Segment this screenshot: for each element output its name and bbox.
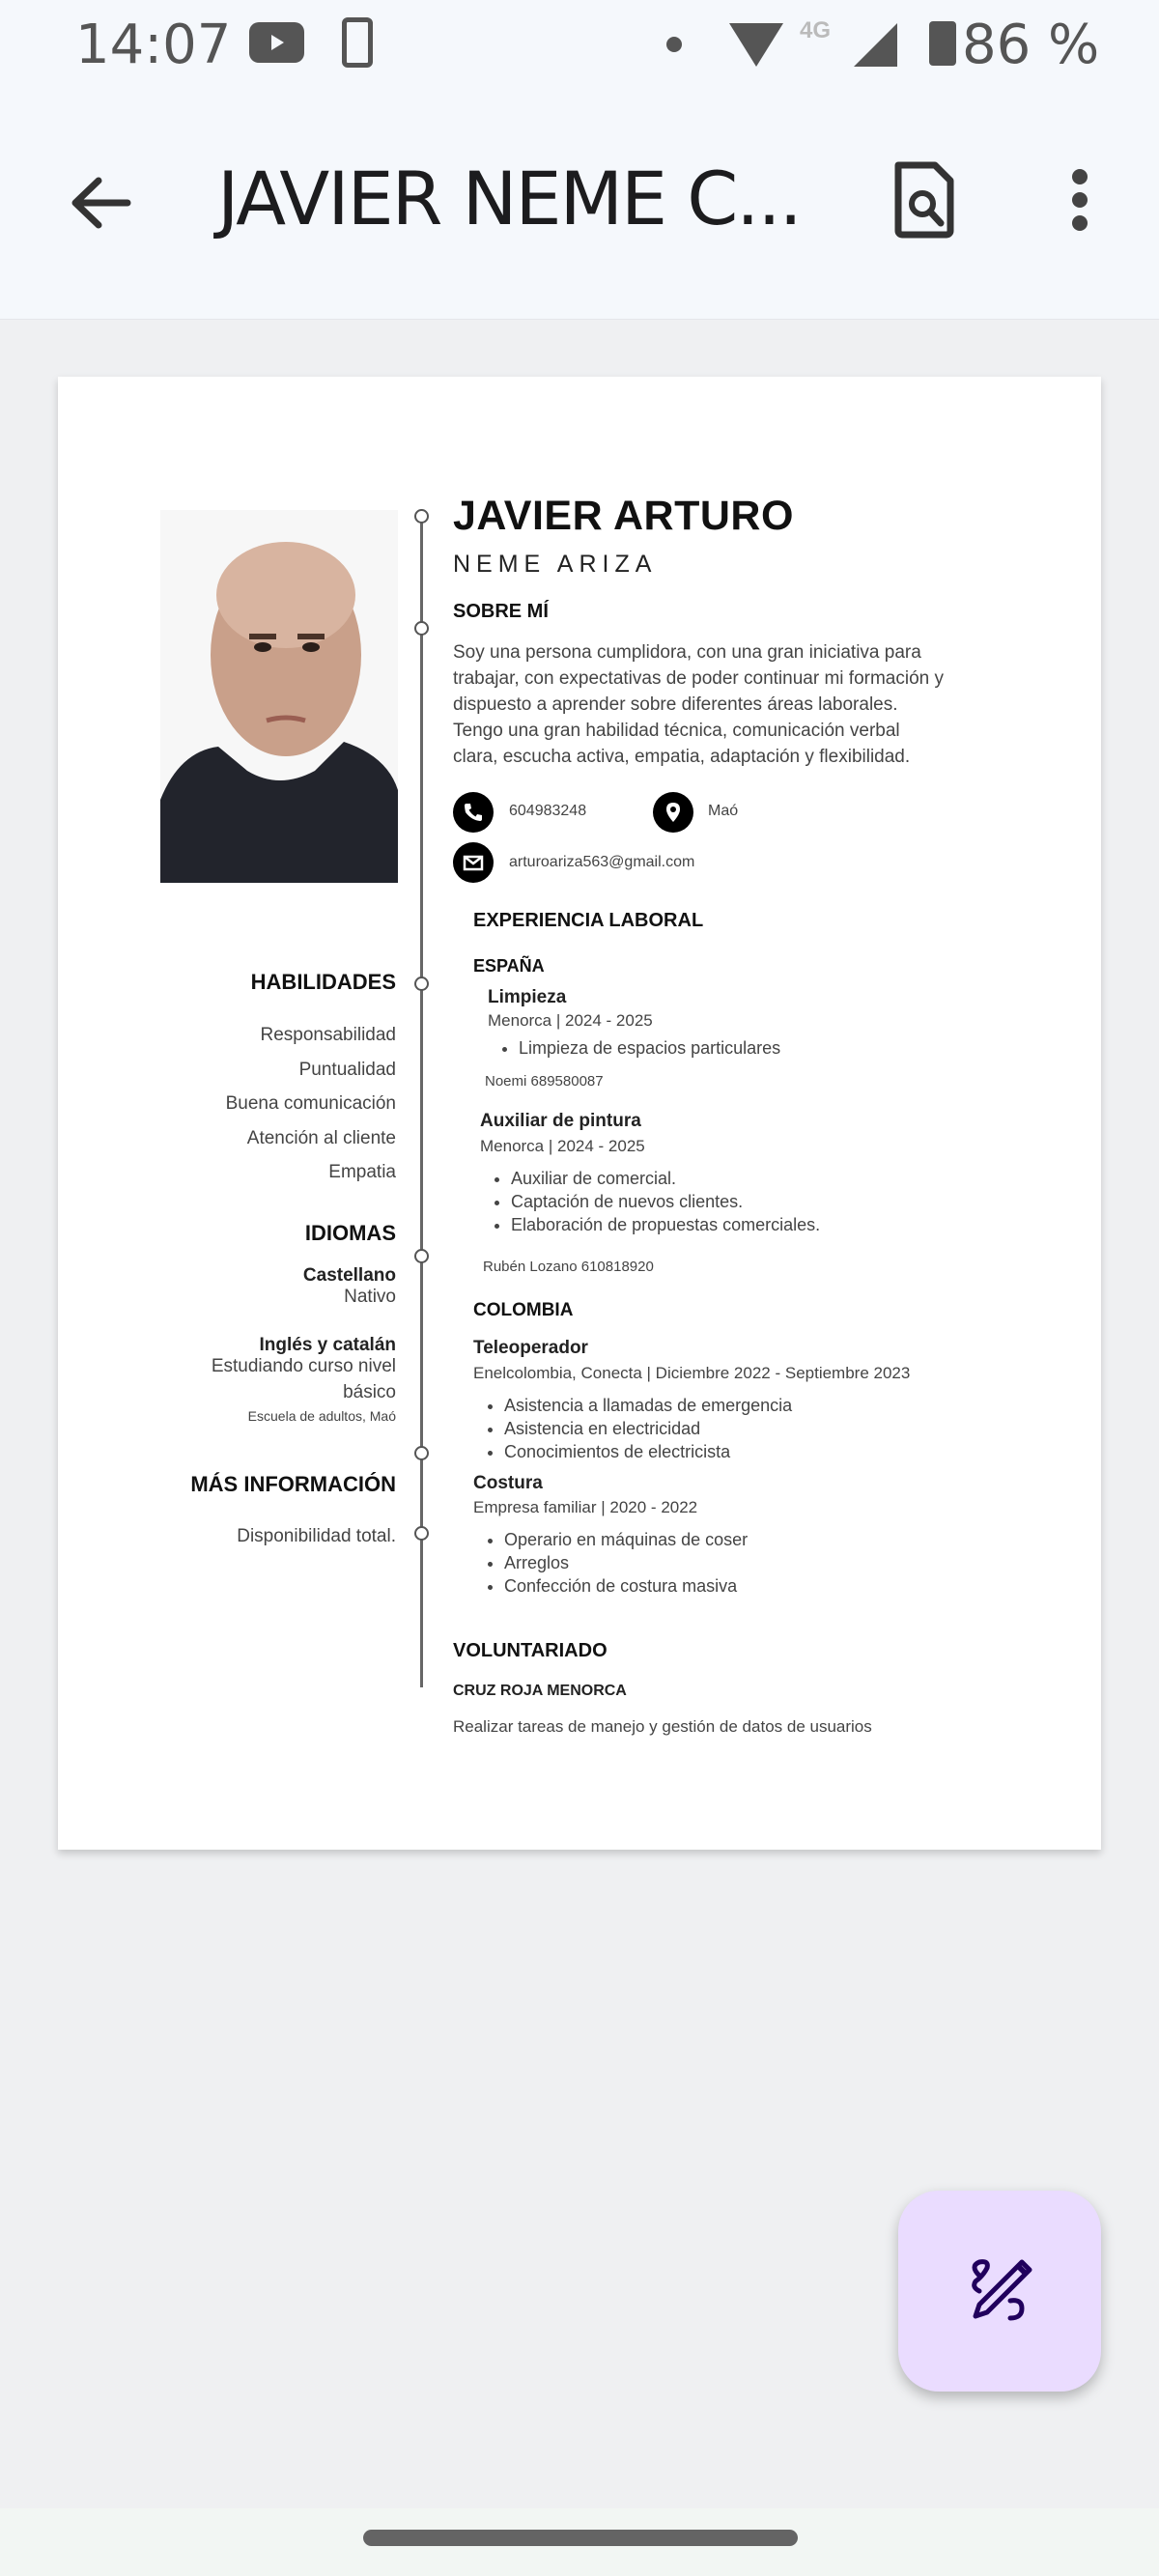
job-bullet: • Limpieza de espacios particulares xyxy=(519,1036,780,1060)
wifi-icon xyxy=(729,23,783,67)
languages-heading: IDIOMAS xyxy=(304,1221,396,1245)
job-meta: Menorca | 2024 - 2025 xyxy=(488,1011,653,1030)
job-bullets xyxy=(497,1036,780,1060)
contact-email: arturoariza563@gmail.com xyxy=(509,854,695,870)
about-line: Soy una persona cumplidora, con una gran iniciativa para xyxy=(453,642,921,663)
phone-icon xyxy=(453,792,494,833)
skill-item: Atención al cliente xyxy=(246,1127,396,1148)
resume-page xyxy=(58,377,1101,1850)
job-bullet: • Conocimientos de electricista xyxy=(504,1440,792,1463)
job-meta: Enelcolombia, Conecta | Diciembre 2022 - Septiembre 2023 xyxy=(473,1364,911,1382)
language-level: Estudiando curso nivel xyxy=(211,1356,396,1376)
app-bar xyxy=(0,92,1159,320)
volunteering-org: CRUZ ROJA MENORCA xyxy=(453,1683,627,1699)
phone-sync-icon xyxy=(342,17,373,68)
more-info-heading: MÁS INFORMACIÓN xyxy=(190,1472,396,1496)
language-note: Escuela de adultos, Maó xyxy=(247,1408,396,1424)
job-bullet: • Asistencia en electricidad xyxy=(504,1417,792,1440)
more-options-button[interactable] xyxy=(1062,169,1097,239)
job-bullets xyxy=(490,1167,820,1236)
job-bullets xyxy=(483,1394,792,1463)
timeline-node xyxy=(414,1249,429,1263)
job-reference: Rubén Lozano 610818920 xyxy=(483,1259,654,1275)
profile-photo xyxy=(160,510,398,883)
about-line: clara, escucha activa, empatia, adaptación y flexibilidad. xyxy=(453,747,911,767)
job-title: Auxiliar de pintura xyxy=(480,1111,641,1131)
battery-percent: 86 % xyxy=(962,14,1100,76)
youtube-icon xyxy=(249,22,304,63)
timeline-node xyxy=(414,509,429,524)
about-line: trabajar, con expectativas de poder continuar mi formación y xyxy=(453,668,944,689)
timeline-node xyxy=(414,1446,429,1460)
skills-list xyxy=(155,1018,396,1190)
profile-photo-image xyxy=(160,510,398,883)
language-name: Castellano xyxy=(302,1265,396,1286)
region-name: COLOMBIA xyxy=(473,1300,574,1320)
language-level: Nativo xyxy=(344,1287,396,1307)
battery-icon xyxy=(929,21,956,66)
experience-heading: EXPERIENCIA LABORAL xyxy=(473,910,704,931)
document-title: JAVIER NEME C... xyxy=(217,156,801,241)
timeline-node xyxy=(414,977,429,991)
status-bar xyxy=(0,0,1159,92)
edit-fab-button[interactable] xyxy=(898,2191,1101,2392)
job-bullet: • Asistencia a llamadas de emergencia xyxy=(504,1394,792,1417)
job-bullet: • Captación de nuevos clientes. xyxy=(511,1190,820,1213)
first-name: JAVIER ARTURO xyxy=(453,493,794,539)
job-title: Costura xyxy=(473,1473,543,1493)
skill-item: Puntualidad xyxy=(298,1059,396,1080)
gesture-handle[interactable] xyxy=(363,2530,798,2546)
job-bullet: • Auxiliar de comercial. xyxy=(511,1167,820,1190)
about-heading: SOBRE MÍ xyxy=(453,601,549,622)
skill-item: Responsabilidad xyxy=(260,1025,396,1045)
timeline-node xyxy=(414,1526,429,1541)
job-title: Teleoperador xyxy=(473,1338,588,1358)
timeline-node xyxy=(414,621,429,636)
dot-icon xyxy=(666,37,682,52)
document-search-icon[interactable] xyxy=(892,161,954,239)
more-info-text: Disponibilidad total. xyxy=(237,1526,396,1546)
timeline-line xyxy=(420,517,423,1687)
last-name: NEME ARIZA xyxy=(453,551,658,578)
email-icon xyxy=(453,842,494,883)
job-meta: Empresa familiar | 2020 - 2022 xyxy=(473,1498,698,1516)
job-bullets xyxy=(483,1528,748,1598)
job-title: Limpieza xyxy=(488,987,567,1007)
job-reference: Noemi 689580087 xyxy=(485,1073,604,1090)
draw-edit-icon xyxy=(966,2256,1033,2324)
back-arrow-icon[interactable] xyxy=(68,169,135,237)
location-pin-icon xyxy=(653,792,693,833)
job-bullet: • Elaboración de propuestas comerciales. xyxy=(511,1213,820,1236)
skill-item: Buena comunicación xyxy=(225,1093,396,1114)
job-meta: Menorca | 2024 - 2025 xyxy=(480,1137,645,1155)
job-bullet: • Operario en máquinas de coser xyxy=(504,1528,748,1551)
network-type: 4G xyxy=(800,17,832,43)
region-name: ESPAÑA xyxy=(473,956,545,976)
language-name: Inglés y catalán xyxy=(259,1335,396,1355)
status-time: 14:07 xyxy=(75,14,232,76)
skill-item: Empatia xyxy=(328,1162,396,1182)
about-text xyxy=(453,639,1032,770)
volunteering-text: Realizar tareas de manejo y gestión de datos de usuarios xyxy=(453,1717,872,1736)
contact-location: Maó xyxy=(708,803,739,819)
more-vert-icon xyxy=(1072,169,1088,184)
skills-heading: HABILIDADES xyxy=(250,970,396,994)
language-level: básico xyxy=(343,1382,396,1402)
job-bullet: • Confección de costura masiva xyxy=(504,1574,748,1598)
about-line: Tengo una gran habilidad técnica, comunicación verbal xyxy=(453,721,900,741)
volunteering-heading: VOLUNTARIADO xyxy=(453,1640,608,1661)
signal-icon xyxy=(854,23,897,67)
about-line: dispuesto a aprender sobre diferentes áreas laborales. xyxy=(453,694,898,715)
contact-phone: 604983248 xyxy=(509,803,587,819)
job-bullet: • Arreglos xyxy=(504,1551,748,1574)
